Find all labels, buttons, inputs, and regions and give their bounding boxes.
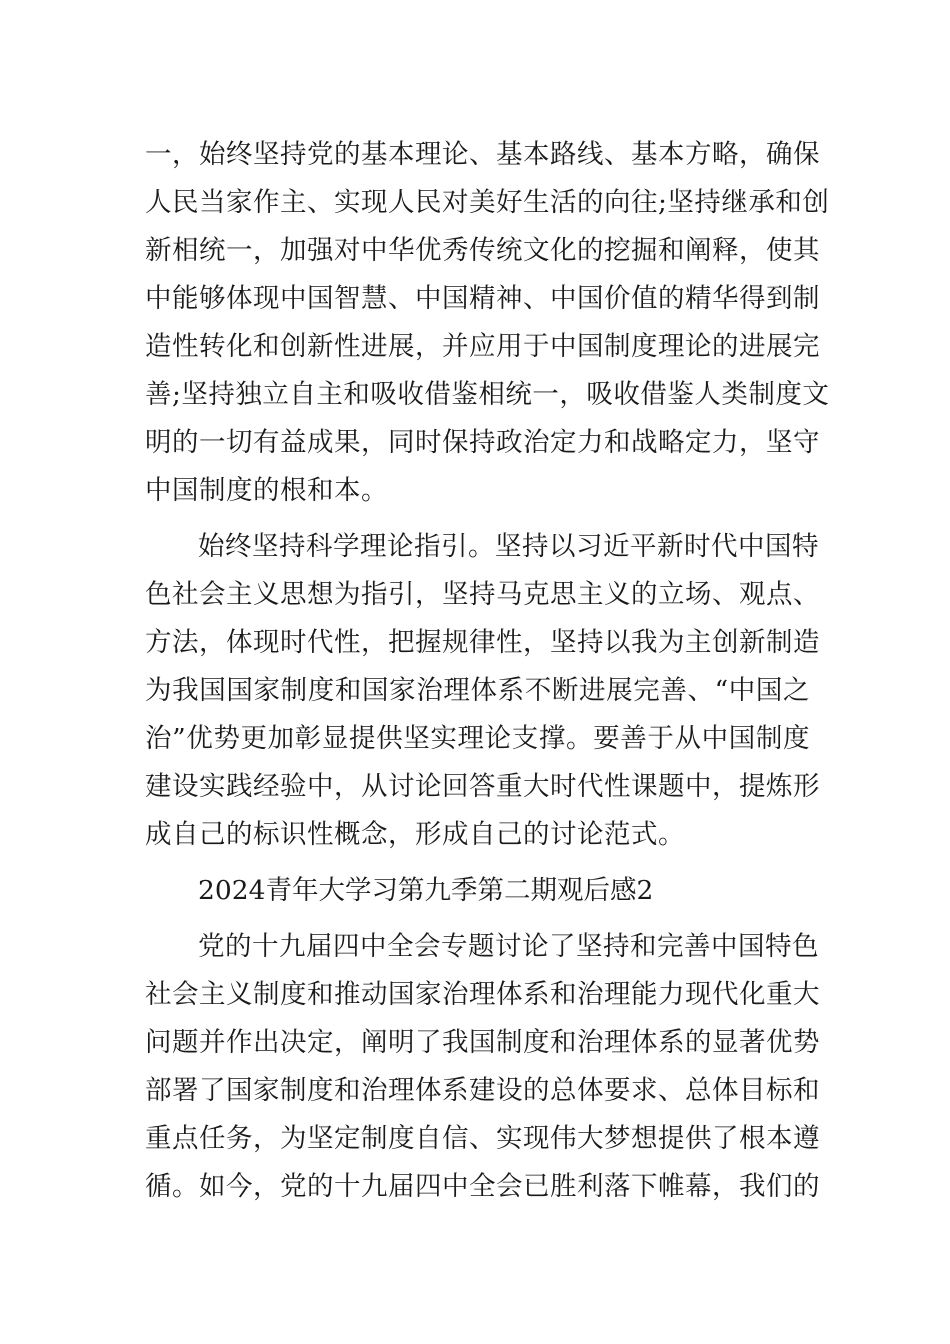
text-line: 为我国国家制度和国家治理体系不断进展完善、“中国之 xyxy=(145,675,810,706)
text-line: 新相统一，加强对中华优秀传统文化的挖掘和阐释，使其 xyxy=(145,235,820,266)
text-line: 建设实践经验中，从讨论回答重大时代性课题中，提炼形 xyxy=(145,771,820,802)
text-line: 方法，体现时代性，把握规律性，坚持以我为主创新制造 xyxy=(145,627,820,658)
section-heading: 2024青年大学习第九季第二期观后感2 xyxy=(198,875,654,906)
paragraph-first-line: 党的十九届四中全会专题讨论了坚持和完善中国特色 xyxy=(198,931,819,962)
text-line: 中国制度的根和本。 xyxy=(145,475,388,506)
text-line: 循。如今，党的十九届四中全会已胜利落下帷幕，我们的 xyxy=(145,1171,820,1202)
text-line: 明的一切有益成果，同时保持政治定力和战略定力，坚守 xyxy=(145,427,820,458)
text-line: 色社会主义思想为指引，坚持马克思主义的立场、观点、 xyxy=(145,579,820,610)
text-line: 问题并作出决定，阐明了我国制度和治理体系的显著优势 xyxy=(145,1027,820,1058)
text-line: 一，始终坚持党的基本理论、基本路线、基本方略，确保 xyxy=(145,139,820,170)
text-line: 人民当家作主、实现人民对美好生活的向往;坚持继承和创 xyxy=(145,187,830,218)
paragraph-first-line: 始终坚持科学理论指引。坚持以习近平新时代中国特 xyxy=(198,531,819,562)
text-line: 中能够体现中国智慧、中国精神、中国价值的精华得到制 xyxy=(145,283,820,314)
text-line: 社会主义制度和推动国家治理体系和治理能力现代化重大 xyxy=(145,979,820,1010)
text-line: 重点任务，为坚定制度自信、实现伟大梦想提供了根本遵 xyxy=(145,1123,820,1154)
text-line: 部署了国家制度和治理体系建设的总体要求、总体目标和 xyxy=(145,1075,820,1106)
text-line: 治”优势更加彰显提供坚实理论支撑。要善于从中国制度 xyxy=(145,723,810,754)
text-line: 造性转化和创新性进展，并应用于中国制度理论的进展完 xyxy=(145,331,820,362)
text-line: 善;坚持独立自主和吸收借鉴相统一，吸收借鉴人类制度文 xyxy=(145,379,830,410)
text-line: 成自己的标识性概念，形成自己的讨论范式。 xyxy=(145,819,685,850)
